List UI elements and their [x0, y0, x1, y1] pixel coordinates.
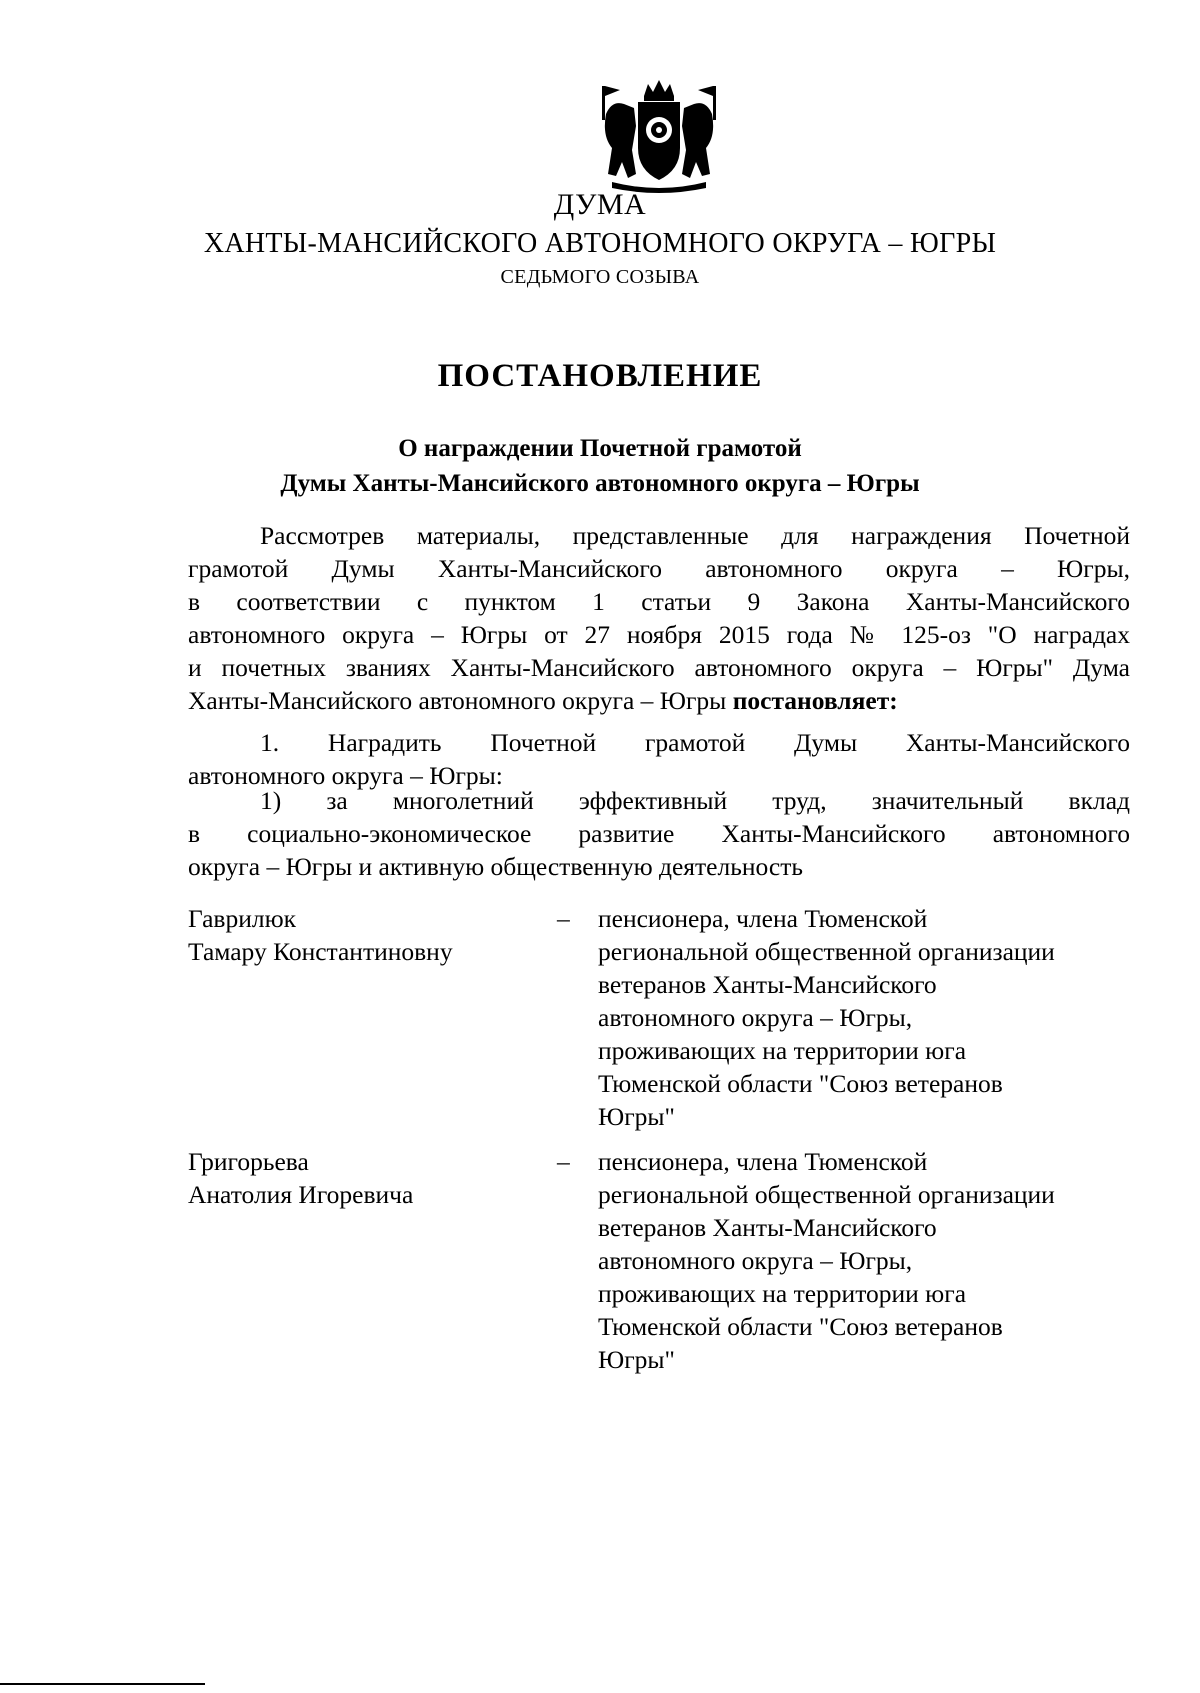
- header-title: ДУМА: [553, 188, 647, 221]
- subitem-1-line-2: в социально-экономическое развитие Ханты-Мансийского автономного: [188, 819, 1130, 848]
- description-line: Югры": [598, 1102, 675, 1131]
- preamble-last-text: Ханты-Мансийского автономного округа – Югры: [188, 686, 733, 715]
- description-line: Тюменской области "Союз ветеранов: [598, 1069, 1003, 1098]
- description-line: проживающих на территории юга: [598, 1036, 967, 1065]
- subject-line-2: Думы Ханты-Мансийского автономного округа – Югры: [280, 470, 920, 497]
- description-line: Тюменской области "Союз ветеранов: [598, 1312, 1003, 1341]
- description-line: автономного округа – Югры,: [598, 1003, 913, 1032]
- subitem-1-paragraph: [188, 784, 1130, 883]
- preamble-last-line: [188, 684, 1130, 717]
- preamble-line: грамотой Думы Ханты-Мансийского автономного округа – Югры,: [188, 554, 1130, 583]
- preamble-line: и почетных званиях Ханты-Мансийского автономного округа – Югры" Дума: [188, 653, 1130, 682]
- awardee-2-name: [188, 1145, 413, 1211]
- awardee-given-name: Анатолия Игоревича: [188, 1180, 414, 1209]
- header-organization: ХАНТЫ-МАНСИЙСКОГО АВТОНОМНОГО ОКРУГА – ЮГРЫ: [203, 228, 997, 259]
- description-line: ветеранов Ханты-Мансийского: [598, 970, 937, 999]
- document-type: ПОСТАНОВЛЕНИЕ: [437, 358, 763, 394]
- preamble-line: автономного округа – Югры от 27 ноября 2015 года № 125-оз "О наградах: [188, 620, 1130, 649]
- description-line: региональной общественной организации: [598, 1180, 1055, 1209]
- description-line: пенсионера, члена Тюменской: [598, 1147, 928, 1176]
- item-1-line-2: автономного округа – Югры:: [188, 761, 503, 790]
- subject-line-1: О награждении Почетной грамотой: [398, 435, 802, 462]
- subitem-1-line-1: 1) за многолетний эффективный труд, значительный вклад: [260, 786, 1130, 815]
- description-line: проживающих на территории юга: [598, 1279, 967, 1308]
- preamble-paragraph: [188, 519, 1130, 717]
- header-convocation: СЕДЬМОГО СОЗЫВА: [500, 266, 700, 288]
- description-line: Югры": [598, 1345, 675, 1374]
- preamble-line: Рассмотрев материалы, представленные для награждения Почетной: [260, 521, 1130, 550]
- item-1-paragraph: [188, 726, 1130, 792]
- coat-of-arms-icon: [598, 78, 720, 193]
- description-line: пенсионера, члена Тюменской: [598, 904, 928, 933]
- awardee-2-dash: –: [557, 1147, 570, 1176]
- awardee-1-description: [598, 902, 1118, 1133]
- awardee-given-name: Тамару Константиновну: [188, 937, 453, 966]
- description-line: ветеранов Ханты-Мансийского: [598, 1213, 937, 1242]
- awardee-2-description: [598, 1145, 1118, 1376]
- resolves-word: постановляет:: [732, 686, 898, 715]
- preamble-line: в соответствии с пунктом 1 статьи 9 Закона Ханты-Мансийского: [188, 587, 1130, 616]
- description-line: автономного округа – Югры,: [598, 1246, 913, 1275]
- item-1-line-1: 1. Наградить Почетной грамотой Думы Ханты-Мансийского: [260, 728, 1130, 757]
- awardee-1-dash: –: [557, 904, 570, 933]
- awardee-surname: Гаврилюк: [188, 904, 297, 933]
- awardee-surname: Григорьева: [188, 1147, 309, 1176]
- description-line: региональной общественной организации: [598, 937, 1055, 966]
- footer-divider: [0, 1683, 205, 1685]
- subitem-1-line-3: округа – Югры и активную общественную деятельность: [188, 852, 803, 881]
- awardee-1-name: [188, 902, 453, 968]
